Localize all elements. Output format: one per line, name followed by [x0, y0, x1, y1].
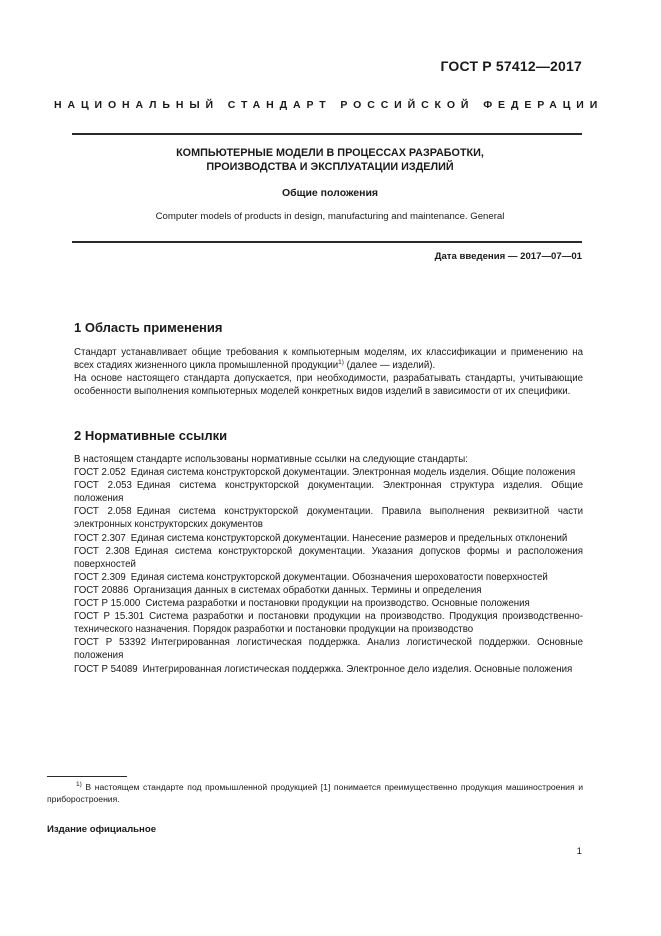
section-2-heading: 2 Нормативные ссылки	[74, 428, 228, 443]
reference-code: ГОСТ 2.308	[74, 545, 130, 557]
page-number: 1	[576, 846, 582, 857]
footnote-text: В настоящем стандарте под промышленной продукцией [1] понимается преимущественно продукция машиностроения и приборостроения.	[47, 782, 583, 805]
reference-title: Система разработки и постановки продукции на производство. Основные положения	[145, 598, 530, 610]
reference-item	[74, 571, 583, 584]
title-line-1: КОМПЬЮТЕРНЫЕ МОДЕЛИ В ПРОЦЕССАХ РАЗРАБОТКИ,	[176, 147, 484, 159]
footnote-marker: 1)	[76, 781, 82, 789]
section-2-body	[74, 453, 583, 676]
reference-title: Интегрированная логистическая поддержка. Анализ логистической поддержки. Основные положения	[74, 637, 583, 662]
reference-item	[74, 532, 583, 545]
document-number: ГОСТ Р 57412—2017	[440, 58, 582, 74]
reference-item	[74, 584, 583, 597]
english-title: Computer models of products in design, manufacturing and maintenance. General	[155, 211, 505, 222]
reference-code: ГОСТ 2.309	[74, 571, 126, 583]
reference-item	[74, 545, 583, 571]
reference-title: Интегрированная логистическая поддержка. Электронное дело изделия. Основные положения	[142, 663, 573, 675]
reference-code: ГОСТ 2.058	[74, 506, 132, 518]
section-1-heading: 1 Область применения	[74, 320, 223, 335]
footnote-divider	[47, 776, 127, 777]
reference-title: Единая система конструкторской документации. Обозначения шероховатости поверхностей	[130, 571, 548, 583]
reference-code: ГОСТ 2.052	[74, 467, 126, 479]
reference-title: Организация данных в системах обработки данных. Термины и определения	[133, 584, 482, 596]
section-1-paragraph-1: Стандарт устанавливает общие требования к компьютерным моделям, их классификации и применению на всех стадиях жизненного цикла промышленной продукции$^{1)}$ (далее — изделий).	[74, 347, 583, 372]
reference-title: Единая система конструкторской документации. Правила выполнения реквизитной части электронных конструкторских документов	[74, 506, 583, 531]
reference-code: ГОСТ 2.053	[74, 480, 132, 492]
reference-title: Единая система конструкторской документации. Нанесение размеров и предельных отклонений	[130, 532, 568, 544]
section-1-body	[74, 346, 583, 398]
reference-title: Единая система конструкторской документации. Электронная структура изделия. Общие положения	[74, 480, 583, 505]
document-title	[80, 146, 580, 174]
reference-item	[74, 610, 583, 636]
bottom-divider	[72, 241, 582, 243]
reference-code: ГОСТ Р 15.301	[74, 611, 145, 623]
reference-item	[74, 597, 583, 610]
reference-code: ГОСТ Р 54089	[74, 663, 138, 675]
references-intro: В настоящем стандарте использованы нормативные ссылки на следующие стандарты:	[74, 454, 468, 465]
top-divider	[72, 133, 582, 135]
document-subtitle: Общие положения	[281, 187, 379, 199]
national-standard-banner: НАЦИОНАЛЬНЫЙ СТАНДАРТ РОССИЙСКОЙ ФЕДЕРАЦИИ	[54, 99, 604, 111]
reference-item	[74, 663, 583, 676]
footnote-ref: 1)	[338, 358, 344, 366]
reference-item	[74, 505, 583, 531]
reference-title: Система разработки и постановки продукции на производство. Продукция производственно-технического назначения. Порядок разработки и постановки продукции на производство	[74, 611, 583, 636]
reference-title: Единая система конструкторской документации. Указания допусков формы и расположения поверхностей	[74, 545, 583, 570]
reference-title: Единая система конструкторской документации. Электронная модель изделия. Общие положения	[130, 467, 576, 479]
reference-item	[74, 466, 583, 479]
reference-code: ГОСТ 20886	[74, 584, 129, 596]
official-edition-label: Издание официальное	[47, 824, 157, 835]
reference-item	[74, 636, 583, 662]
references-list	[74, 466, 583, 676]
title-line-2: ПРОИЗВОДСТВА И ЭКСПЛУАТАЦИИ ИЗДЕЛИЙ	[206, 161, 454, 173]
introduction-date: Дата введения — 2017—07—01	[434, 251, 582, 262]
reference-code: ГОСТ Р 53392	[74, 637, 146, 649]
footnote	[47, 781, 583, 806]
reference-item	[74, 479, 583, 505]
reference-code: ГОСТ 2.307	[74, 532, 126, 544]
reference-code: ГОСТ Р 15.000	[74, 598, 141, 610]
section-1-paragraph-2: На основе настоящего стандарта допускается, при необходимости, разрабатывать стандарты, учитывающие особенности выполнения компьютерных моделей конкретных видов изделий в зависимости от их специфики.	[74, 373, 583, 398]
